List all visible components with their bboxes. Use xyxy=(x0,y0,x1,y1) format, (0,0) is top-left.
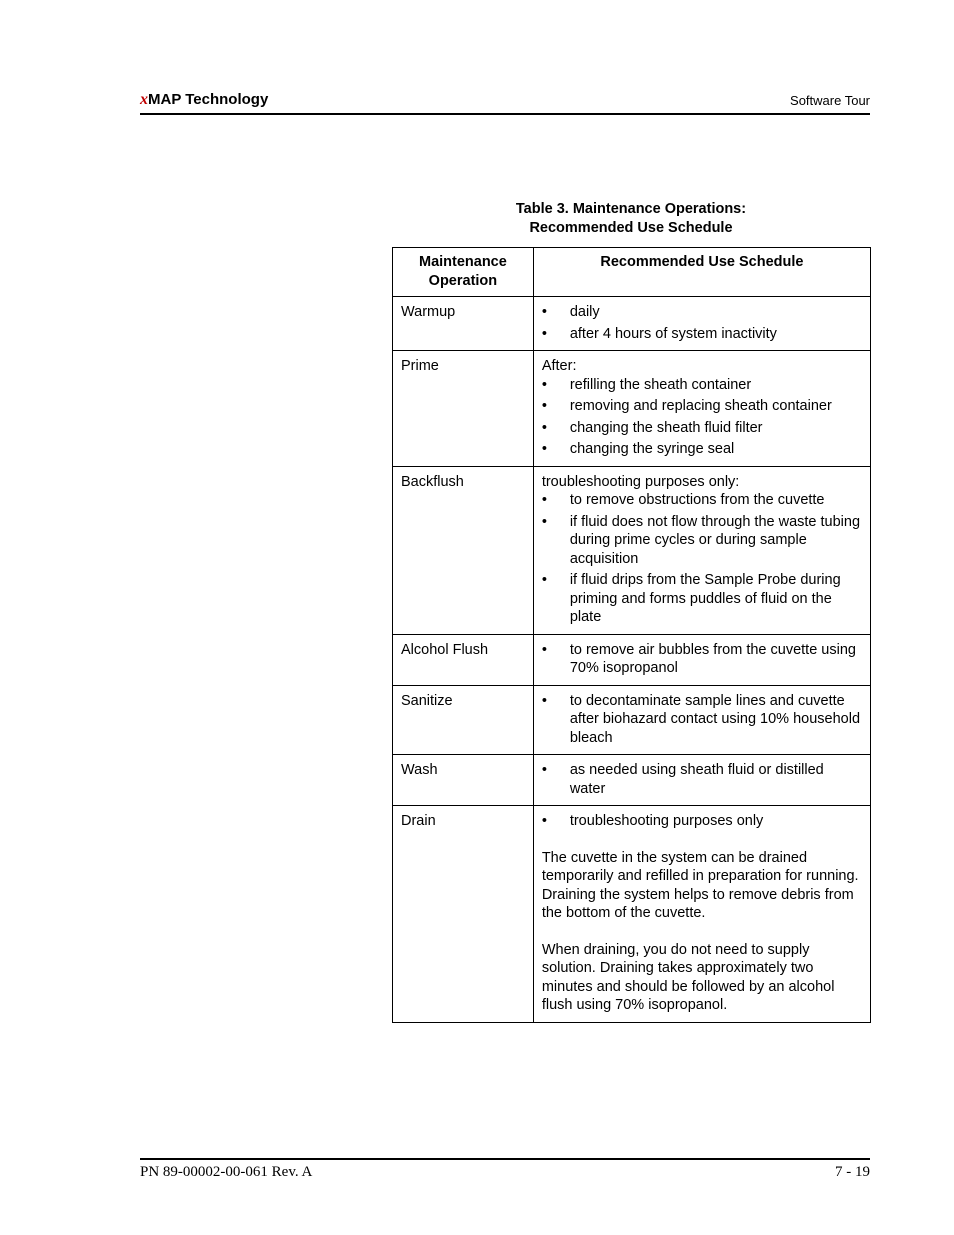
schedule-list xyxy=(542,692,862,748)
page-header xyxy=(140,91,870,115)
list-item xyxy=(542,303,862,322)
schedule-cell xyxy=(533,685,870,755)
schedule-list xyxy=(542,812,862,831)
bullet-icon: • xyxy=(541,762,547,778)
table-header-row xyxy=(393,248,871,297)
caption-line-2: Recommended Use Schedule xyxy=(529,220,733,236)
page-footer xyxy=(140,1158,870,1188)
part-number: PN 89-00002-00-061 Rev. A xyxy=(140,1164,313,1180)
table-row xyxy=(393,466,871,634)
schedule-list xyxy=(542,641,862,678)
list-item xyxy=(542,325,862,344)
list-item-text: to remove air bubbles from the cuvette using 70% isopropanol xyxy=(569,641,856,676)
bullet-icon: • xyxy=(541,692,547,709)
list-item-text: changing the syringe seal xyxy=(569,441,735,457)
list-item-text: as needed using sheath fluid or distilled water xyxy=(569,762,824,797)
schedule-cell xyxy=(533,806,870,1023)
list-item xyxy=(542,491,862,510)
list-item xyxy=(542,513,862,569)
bullet-icon: • xyxy=(541,398,547,414)
list-item xyxy=(542,761,862,798)
bullet-icon: • xyxy=(541,641,547,658)
bullet-icon: • xyxy=(541,376,547,393)
list-item-text: to decontaminate sample lines and cuvette after biohazard contact using 10% household bleach xyxy=(569,692,861,746)
list-item xyxy=(542,641,862,678)
list-item-text: changing the sheath fluid filter xyxy=(569,419,763,436)
bullet-icon: • xyxy=(541,325,547,342)
table-row xyxy=(393,297,871,351)
schedule-cell xyxy=(533,466,870,634)
bullet-icon: • xyxy=(541,304,547,320)
list-item-text: if fluid drips from the Sample Probe during priming and forms puddles of fluid on the plate xyxy=(569,572,841,625)
schedule-cell xyxy=(533,351,870,467)
list-item-text: after 4 hours of system inactivity xyxy=(569,325,777,342)
table-row xyxy=(393,685,871,755)
bullet-icon: • xyxy=(541,419,547,436)
brand-prefix: x xyxy=(140,91,148,108)
list-item xyxy=(542,419,862,438)
bullet-icon: • xyxy=(541,813,547,829)
list-item-text: refilling the sheath container xyxy=(569,376,752,393)
page-number: 7 - 19 xyxy=(835,1164,870,1180)
brand-title xyxy=(140,91,268,109)
list-item xyxy=(542,376,862,395)
schedule-intro: After: xyxy=(541,358,577,374)
operation-cell: Drain xyxy=(393,806,534,1023)
list-item xyxy=(542,397,862,416)
schedule-cell xyxy=(533,634,870,685)
bullet-icon: • xyxy=(541,572,547,588)
list-item xyxy=(542,571,862,627)
table-body xyxy=(393,297,871,1023)
list-item-text: removing and replacing sheath container xyxy=(569,398,832,414)
list-item-text: daily xyxy=(569,304,600,320)
table-row xyxy=(393,351,871,467)
schedule-cell xyxy=(533,755,870,806)
section-title: Software Tour xyxy=(790,93,870,108)
schedule-list xyxy=(542,303,862,343)
schedule-paragraph: When draining, you do not need to supply solution. Draining takes approximately two minutes and should be followed by an alcohol flush using 70% isopropanol. xyxy=(541,941,835,1013)
schedule-cell xyxy=(533,297,870,351)
table-row xyxy=(393,806,871,1023)
caption-line-1: Table 3. Maintenance Operations: xyxy=(515,201,747,217)
operation-cell: Alcohol Flush xyxy=(393,634,534,685)
schedule-paragraph: The cuvette in the system can be drained temporarily and refilled in preparation for running. Draining the system helps to remove debris from the bottom of the cuvette. xyxy=(541,849,859,921)
operation-cell: Prime xyxy=(393,351,534,467)
operation-cell: Backflush xyxy=(393,466,534,634)
header-recommended-use-schedule: Recommended Use Schedule xyxy=(533,248,870,297)
table-row xyxy=(393,755,871,806)
operation-cell: Sanitize xyxy=(393,685,534,755)
operation-cell: Warmup xyxy=(393,297,534,351)
schedule-list xyxy=(542,491,862,627)
maintenance-table xyxy=(392,247,871,1023)
bullet-icon: • xyxy=(541,513,547,530)
list-item xyxy=(542,440,862,459)
bullet-icon: • xyxy=(541,492,547,508)
list-item-text: to remove obstructions from the cuvette xyxy=(569,492,825,508)
list-item-text: if fluid does not flow through the waste tubing during prime cycles or during sample acquisition xyxy=(569,513,861,567)
brand-name: MAP Technology xyxy=(148,91,269,108)
header-maintenance-operation: Maintenance Operation xyxy=(393,248,534,297)
table-caption xyxy=(392,200,870,238)
list-item xyxy=(542,812,862,831)
list-item xyxy=(542,692,862,748)
schedule-list xyxy=(542,376,862,459)
bullet-icon: • xyxy=(541,441,547,457)
schedule-list xyxy=(542,761,862,798)
list-item-text: troubleshooting purposes only xyxy=(569,813,764,829)
schedule-intro: troubleshooting purposes only: xyxy=(541,473,740,490)
operation-cell: Wash xyxy=(393,755,534,806)
table-row xyxy=(393,634,871,685)
